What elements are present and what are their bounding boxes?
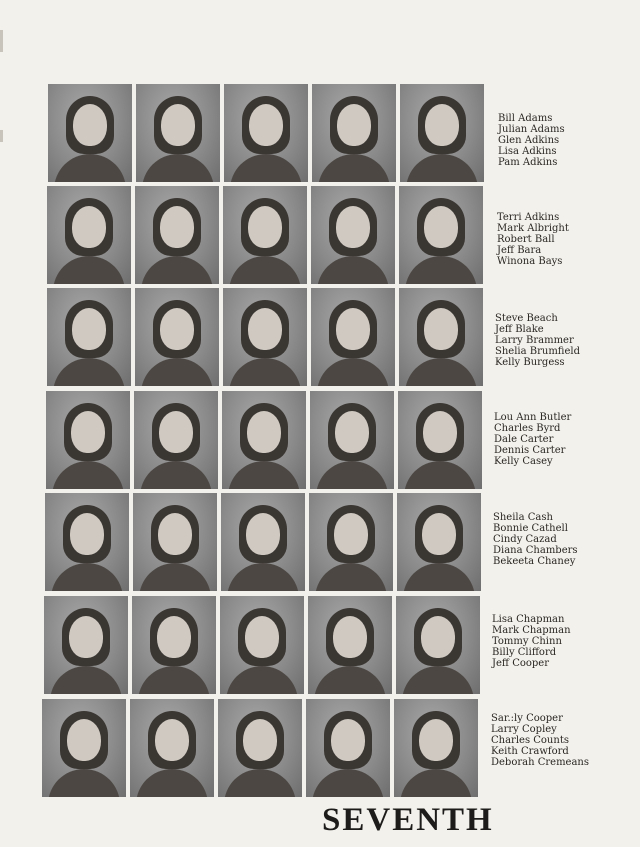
student-name: Larry Brammer: [495, 335, 574, 346]
portrait-shoulders: [229, 358, 301, 386]
portrait-shoulders: [316, 461, 388, 489]
portrait-face: [72, 206, 106, 248]
student-name: Larry Copley: [491, 724, 557, 735]
student-name: Terri Adkins: [497, 212, 560, 223]
portrait-face: [69, 616, 103, 658]
portrait-face: [246, 513, 280, 555]
portrait-face: [158, 513, 192, 555]
portrait-face: [419, 719, 453, 761]
student-portrait: [400, 84, 484, 182]
student-name: Shelia Brumfield: [495, 346, 580, 357]
student-name: Robert Ball: [497, 234, 555, 245]
portrait-face: [331, 719, 365, 761]
portrait-shoulders: [402, 666, 474, 694]
student-portrait: [222, 391, 306, 489]
student-name: Sheila Cash: [493, 512, 553, 523]
portrait-shoulders: [318, 154, 390, 182]
student-portrait: [223, 288, 307, 386]
name-list: [495, 313, 580, 368]
student-portrait: [398, 391, 482, 489]
student-name: Dale Carter: [494, 434, 554, 445]
page-caption: SEVENTH: [322, 802, 494, 838]
portrait-face: [425, 104, 459, 146]
portrait-face: [67, 719, 101, 761]
portrait-shoulders: [406, 154, 478, 182]
student-name: Lou Ann Butler: [494, 412, 572, 423]
binding-mark: [0, 30, 3, 52]
student-name: Kelly Casey: [494, 456, 553, 467]
portrait-shoulders: [139, 563, 211, 591]
portrait-face: [424, 308, 458, 350]
portrait-face: [249, 104, 283, 146]
student-portrait: [394, 699, 478, 797]
portrait-shoulders: [400, 769, 472, 797]
student-portrait: [133, 493, 217, 591]
student-name: Pam Adkins: [498, 157, 558, 168]
portrait-shoulders: [314, 666, 386, 694]
portrait-face: [337, 104, 371, 146]
portrait-face: [422, 513, 456, 555]
student-name: Keith Crawford: [491, 746, 569, 757]
portrait-shoulders: [140, 461, 212, 489]
student-portrait: [44, 596, 128, 694]
student-name: Kelly Burgess: [495, 357, 565, 368]
name-list: [491, 713, 589, 768]
portrait-face: [160, 308, 194, 350]
portrait-shoulders: [142, 154, 214, 182]
name-list: [494, 412, 571, 467]
student-portrait: [132, 596, 216, 694]
portrait-shoulders: [405, 256, 477, 284]
portrait-face: [155, 719, 189, 761]
portrait-shoulders: [315, 563, 387, 591]
portrait-face: [72, 308, 106, 350]
student-portrait: [135, 186, 219, 284]
student-name: Tommy Chinn: [492, 636, 562, 647]
student-name: Deborah Cremeans: [491, 757, 590, 768]
portrait-face: [423, 411, 457, 453]
portrait-face: [245, 616, 279, 658]
portrait-row: [0, 596, 640, 696]
student-portrait: [306, 699, 390, 797]
portrait-row: [0, 84, 640, 184]
student-portrait: [218, 699, 302, 797]
portrait-shoulders: [138, 666, 210, 694]
student-name: Bekeeta Chaney: [493, 556, 576, 567]
portrait-face: [335, 411, 369, 453]
student-portrait: [308, 596, 392, 694]
student-name: Lisa Adkins: [498, 146, 557, 157]
student-portrait: [221, 493, 305, 591]
portrait-row: [0, 288, 640, 388]
portrait-shoulders: [228, 461, 300, 489]
portrait-shoulders: [48, 769, 120, 797]
student-name: Billy Clifford: [492, 647, 557, 658]
portrait-face: [159, 411, 193, 453]
portrait-face: [421, 616, 455, 658]
student-name: Mark Albright: [497, 223, 569, 234]
student-name: Glen Adkins: [498, 135, 560, 146]
portrait-shoulders: [224, 769, 296, 797]
student-portrait: [130, 699, 214, 797]
student-portrait: [220, 596, 304, 694]
student-name: Julian Adams: [498, 124, 565, 135]
portrait-shoulders: [53, 358, 125, 386]
portrait-shoulders: [317, 358, 389, 386]
portrait-face: [71, 411, 105, 453]
portrait-face: [333, 616, 367, 658]
portrait-shoulders: [317, 256, 389, 284]
student-name: Winona Bays: [497, 256, 563, 267]
name-list: [492, 614, 571, 669]
portrait-shoulders: [141, 358, 213, 386]
student-name: Charles Counts: [491, 735, 569, 746]
student-portrait: [310, 391, 394, 489]
student-name: Lisa Chapman: [492, 614, 565, 625]
student-portrait: [311, 186, 395, 284]
portrait-shoulders: [53, 256, 125, 284]
student-portrait: [135, 288, 219, 386]
student-name: Jeff Bara: [497, 245, 542, 256]
portrait-shoulders: [50, 666, 122, 694]
student-portrait: [399, 288, 483, 386]
portrait-shoulders: [404, 461, 476, 489]
portrait-row: [0, 186, 640, 286]
student-name: Bill Adams: [498, 113, 553, 124]
portrait-shoulders: [405, 358, 477, 386]
student-name: Cindy Cazad: [493, 534, 557, 545]
student-name: Diana Chambers: [493, 545, 578, 556]
name-list: [493, 512, 578, 567]
portrait-face: [157, 616, 191, 658]
student-name: Charles Byrd: [494, 423, 561, 434]
student-portrait: [42, 699, 126, 797]
portrait-shoulders: [227, 563, 299, 591]
student-name: Jeff Cooper: [492, 658, 550, 669]
student-name: Jeff Blake: [495, 324, 544, 335]
portrait-face: [73, 104, 107, 146]
portrait-face: [336, 308, 370, 350]
student-portrait: [134, 391, 218, 489]
portrait-shoulders: [52, 461, 124, 489]
portrait-shoulders: [141, 256, 213, 284]
portrait-face: [161, 104, 195, 146]
portrait-shoulders: [136, 769, 208, 797]
portrait-face: [248, 308, 282, 350]
student-name: Sar.:ly Cooper: [491, 713, 563, 724]
portrait-face: [336, 206, 370, 248]
name-list: [497, 212, 569, 267]
portrait-row: [0, 699, 640, 799]
student-portrait: [136, 84, 220, 182]
student-name: Mark Chapman: [492, 625, 571, 636]
student-name: Dennis Carter: [494, 445, 566, 456]
portrait-face: [160, 206, 194, 248]
student-portrait: [397, 493, 481, 591]
student-portrait: [309, 493, 393, 591]
student-portrait: [47, 288, 131, 386]
portrait-face: [243, 719, 277, 761]
portrait-row: [0, 493, 640, 593]
portrait-shoulders: [54, 154, 126, 182]
portrait-face: [70, 513, 104, 555]
portrait-shoulders: [51, 563, 123, 591]
student-portrait: [224, 84, 308, 182]
student-portrait: [223, 186, 307, 284]
student-portrait: [45, 493, 129, 591]
portrait-face: [248, 206, 282, 248]
student-portrait: [396, 596, 480, 694]
student-portrait: [48, 84, 132, 182]
portrait-face: [334, 513, 368, 555]
portrait-shoulders: [403, 563, 475, 591]
student-name: Steve Beach: [495, 313, 558, 324]
portrait-shoulders: [229, 256, 301, 284]
portrait-face: [424, 206, 458, 248]
portrait-shoulders: [226, 666, 298, 694]
student-portrait: [47, 186, 131, 284]
portrait-row: [0, 391, 640, 491]
student-name: Bonnie Cathell: [493, 523, 568, 534]
student-portrait: [311, 288, 395, 386]
portrait-shoulders: [230, 154, 302, 182]
student-portrait: [46, 391, 130, 489]
student-portrait: [312, 84, 396, 182]
portrait-shoulders: [312, 769, 384, 797]
student-portrait: [399, 186, 483, 284]
name-list: [498, 113, 565, 168]
portrait-face: [247, 411, 281, 453]
